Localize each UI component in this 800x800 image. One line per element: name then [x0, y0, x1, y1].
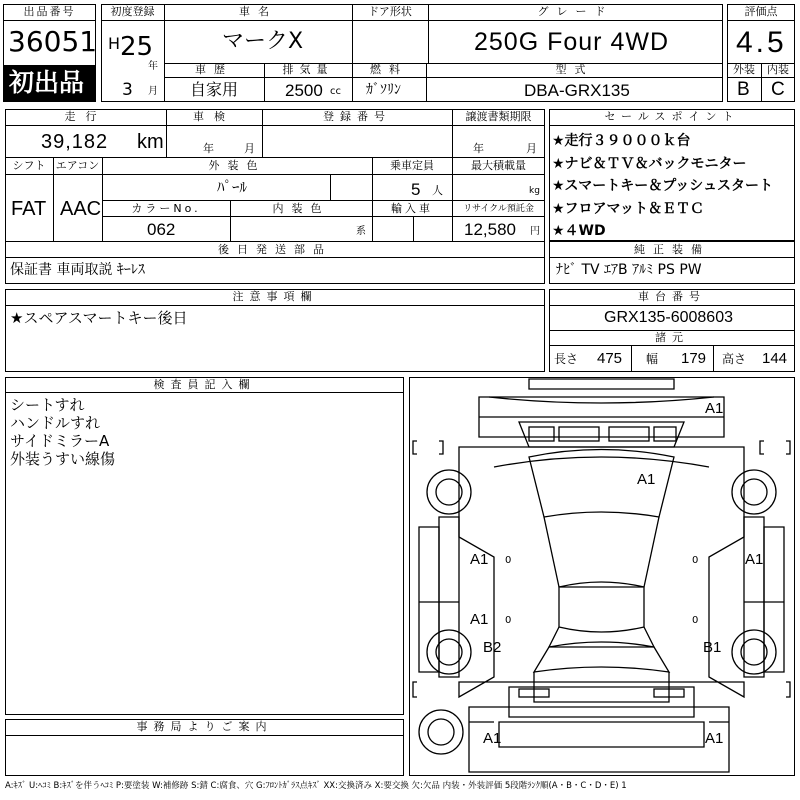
door-type-label: ドア形状: [368, 5, 412, 18]
displacement: 2500: [285, 81, 323, 100]
era: H: [108, 34, 121, 53]
sales-point: ★４WD: [552, 223, 606, 239]
recycle-label: リサイクル預託金: [463, 204, 534, 214]
inspection-month-unit: 月: [244, 142, 255, 155]
office-label: 事務局よりご案内: [136, 720, 273, 733]
height-label: 高さ: [722, 352, 747, 366]
grade-label: グレード: [537, 5, 614, 18]
inspector-note: 外装うすい線傷: [10, 450, 116, 468]
sales-points-label: セールスポイント: [604, 110, 740, 123]
inspector-note: サイドミラーA: [10, 432, 110, 450]
first-listing-text: 初出品: [9, 68, 85, 97]
shift-label: シフト: [12, 159, 46, 172]
mark-rear-right: A1: [705, 730, 724, 747]
lot-number: 36051: [8, 25, 98, 58]
inspector-note: ハンドルすれ: [10, 414, 101, 432]
mileage-unit: km: [137, 131, 164, 153]
width-label: 幅: [646, 352, 659, 366]
history-label: 車歴: [195, 63, 233, 76]
reg-year-unit: 年: [148, 61, 158, 72]
color-no-label: カラーNo.: [131, 202, 201, 215]
sales-point: ★ナビ＆ＴＶ＆バックモニター: [552, 155, 747, 172]
exterior-label: 外装: [733, 63, 755, 76]
reg-month-unit: 月: [148, 86, 158, 97]
capacity-label: 乗車定員: [390, 159, 434, 172]
mark-left-front-door: A1: [470, 551, 489, 568]
lot-number-label: 出品番号: [23, 5, 76, 18]
mark-left-rear-door: A1: [470, 611, 489, 628]
transfer-label: 譲渡書類期限: [465, 110, 532, 123]
displacement-label: 排気量: [282, 63, 334, 76]
inspector-notes: [10, 396, 115, 468]
transfer-month-unit: 月: [526, 142, 537, 155]
inspection-year-unit: 年: [203, 142, 214, 155]
svg-text:0: 0: [505, 555, 512, 566]
mark-right-quarter: B1: [703, 639, 722, 656]
mark-right-front-door: A1: [745, 551, 764, 568]
recycle-unit: 円: [530, 226, 540, 237]
model-code-label: 型式: [555, 63, 594, 76]
sales-point: ★走行３９０００ｋ台: [552, 133, 691, 149]
car-diagram: [409, 377, 795, 776]
recycle-fee: 12,580: [464, 220, 516, 239]
load-unit: kg: [529, 186, 540, 196]
length: 475: [597, 350, 623, 367]
shift: FAT: [11, 198, 47, 220]
mileage-label: 走行: [64, 110, 107, 123]
dims-label: 諸元: [655, 331, 689, 344]
inspector-note: シートすれ: [10, 396, 85, 414]
chassis-number: GRX135-6008603: [604, 309, 733, 326]
score-label: 評価点: [744, 5, 778, 18]
reg-month: 3: [122, 80, 133, 100]
length-label: 長さ: [554, 352, 579, 366]
svg-text:0: 0: [692, 615, 699, 626]
car-name: マークX: [222, 29, 304, 54]
exterior-grade: B: [737, 79, 750, 100]
sales-point: ★フロアマット＆ＥＴＣ: [552, 200, 704, 217]
import-label: 輸入車: [391, 202, 433, 215]
chassis-label: 車台番号: [638, 290, 706, 303]
legend: A:ｷｽﾞ U:ﾍｺﾐ B:ｷｽﾞを伴うﾍｺﾐ P:要塗装 W:補修跡 S:錆 C:腐食、穴 G:ﾌﾛﾝﾄｶﾞﾗｽ点ｷｽﾞ XX:交換済み X:要交換 欠:欠品 内装・外装評価 5段階ﾗﾝｸ順(A・B・C・D・E) 1: [5, 781, 627, 791]
caution: ★スペアスマートキー後日: [10, 309, 188, 327]
fuel: ｶﾞｿﾘﾝ: [366, 82, 401, 98]
ac: AAC: [60, 198, 102, 220]
caution-label: 注意事項欄: [232, 290, 318, 303]
grade: 250G Four 4WD: [474, 28, 670, 56]
sales-points-list: [552, 130, 773, 243]
car-name-label: 車名: [239, 5, 277, 18]
capacity-unit: 人: [432, 184, 443, 197]
mark-hood: A1: [637, 471, 656, 488]
svg-text:0: 0: [505, 615, 512, 626]
interior-label: 内装: [767, 63, 789, 76]
height: 144: [762, 350, 788, 367]
later-parts: 保証書 車両取説 ｷｰﾚｽ: [10, 262, 145, 278]
fuel-label: 燃料: [370, 63, 408, 76]
mileage: 39,182: [41, 131, 109, 153]
score: 4.5: [736, 26, 787, 59]
svg-text:0: 0: [692, 555, 699, 566]
interior-color-label: 内装色: [272, 202, 330, 215]
color-label: 外装色: [208, 159, 266, 172]
mark-roof: A1: [705, 400, 724, 417]
interior-grade: C: [771, 79, 785, 100]
model-code: DBA-GRX135: [524, 81, 630, 100]
inspection-label: 車検: [193, 110, 235, 123]
inspector-label: 検査員記入欄: [153, 378, 256, 391]
interior-color-unit: 系: [356, 226, 366, 237]
history: 自家用: [190, 80, 239, 99]
mark-rear-left: A1: [483, 730, 502, 747]
equipment: ﾅﾋﾞ TV ｴｱB ｱﾙﾐ PS PW: [556, 262, 702, 278]
width: 179: [681, 350, 707, 367]
load-label: 最大積載量: [471, 159, 526, 172]
plate-label: 登録番号: [323, 110, 391, 123]
mark-left-quarter: B2: [483, 639, 502, 656]
ac-label: エアコン: [55, 159, 100, 172]
later-parts-label: 後日発送部品: [218, 243, 332, 256]
reg-year: 25: [120, 32, 154, 62]
transfer-year-unit: 年: [473, 142, 484, 155]
capacity: 5: [411, 180, 421, 199]
color-no: 062: [147, 220, 176, 239]
equipment-label: 純正装備: [634, 243, 710, 256]
color: ﾊﾟｰﾙ: [217, 178, 248, 196]
sales-point: ★スマートキー＆プッシュスタート: [552, 178, 774, 194]
first-reg-label: 初度登録: [110, 5, 155, 18]
displacement-unit: cc: [330, 86, 341, 97]
